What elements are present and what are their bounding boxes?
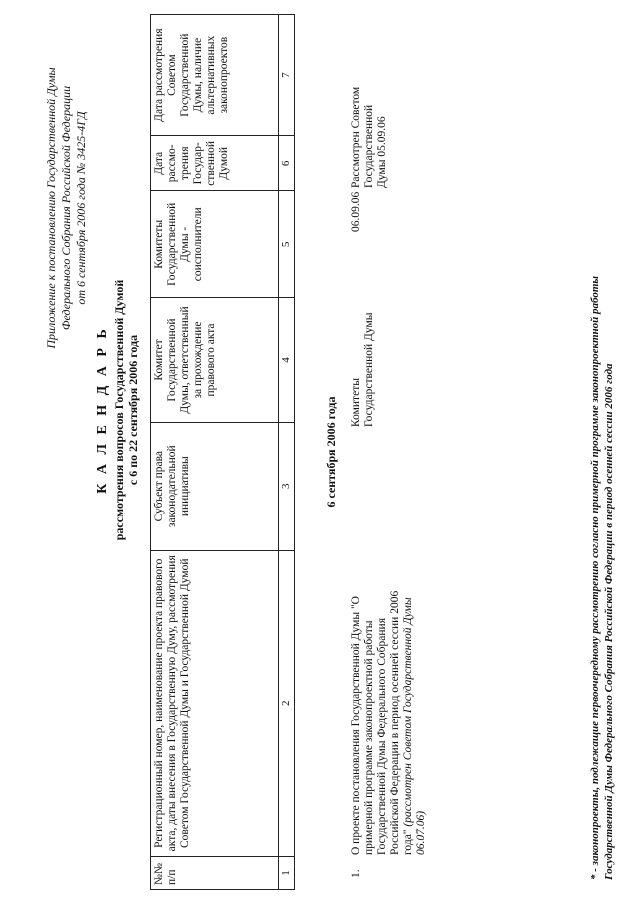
- table-header-cell: Субъект права законодательной инициативы: [151, 422, 279, 550]
- table-header-cell: Комитеты Государственной Думы - соисполнители: [151, 191, 279, 298]
- item-number: 1.: [350, 869, 362, 878]
- appendix-line: Федерального Собрания Российской Федерации: [59, 85, 73, 331]
- table-header-cell: Регистрационный номер, наименование проекта правового акта, даты внесения в Государственную Думу, рассмотрения Советом Государственной Думы и Государственной Думой: [151, 550, 279, 856]
- document-subtitle: [112, 160, 140, 660]
- column-number: 2: [279, 550, 295, 856]
- column-number: 3: [279, 422, 295, 550]
- table-header-cell: Дата рассмотрения Советом Государственной Думы, наличие альтернативных законопроектов: [151, 15, 279, 136]
- column-number: 5: [279, 191, 295, 298]
- footnote-line: * - законопроекты, подлежащие первоочередному рассмотрению согласно примерной программе законопроектной работы: [589, 275, 601, 880]
- item-note: (рассмотрен Советом Государственной Думы 06.07.06): [402, 597, 427, 855]
- table-header-cell: Комитет Государственной Думы, ответственный за прохождение правового акта: [151, 298, 279, 423]
- appendix-line: Приложение к постановлению Государственной Думы: [44, 67, 58, 349]
- column-number: 7: [279, 15, 295, 136]
- item-council-review: Рассмотрен Советом Государственной Думы 05.09.06: [350, 86, 388, 188]
- appendix-note: [44, 28, 89, 388]
- footnote-line: Государственной Думы Федерального Собрания Российской Федерации в период осенней сессии 2006 года: [603, 363, 615, 880]
- calendar-table: [150, 14, 295, 890]
- item-committee: Комитеты Государственной Думы: [350, 312, 375, 427]
- subtitle-line: с 6 по 22 сентября 2006 года: [126, 334, 140, 486]
- footnote: [588, 20, 616, 880]
- column-number: 6: [279, 136, 295, 191]
- table-header-cell: №№ п/п: [151, 856, 279, 889]
- subtitle-line: рассмотрения вопросов Государственной Думой: [112, 279, 126, 541]
- item-date: 06.09.06: [350, 191, 362, 232]
- item-description: [350, 565, 428, 855]
- table-header-cell: Дата рассмо-трения Государ-ственной Думой: [151, 136, 279, 191]
- document-title: К А Л Е Н Д А Р Ь: [95, 326, 110, 494]
- appendix-line: от 6 сентября 2006 года № 3425-4ГД: [74, 111, 88, 305]
- item-title: О проекте постановления Государственной Думы "О примерной программе законопроектной работы Государственной Думы Федерального Собрания Российской Федерации в период осенней сессии 2006 года": [350, 590, 414, 855]
- column-number: 1: [279, 856, 295, 889]
- column-number: 4: [279, 298, 295, 423]
- date-heading: 6 сентября 2006 года: [324, 396, 338, 508]
